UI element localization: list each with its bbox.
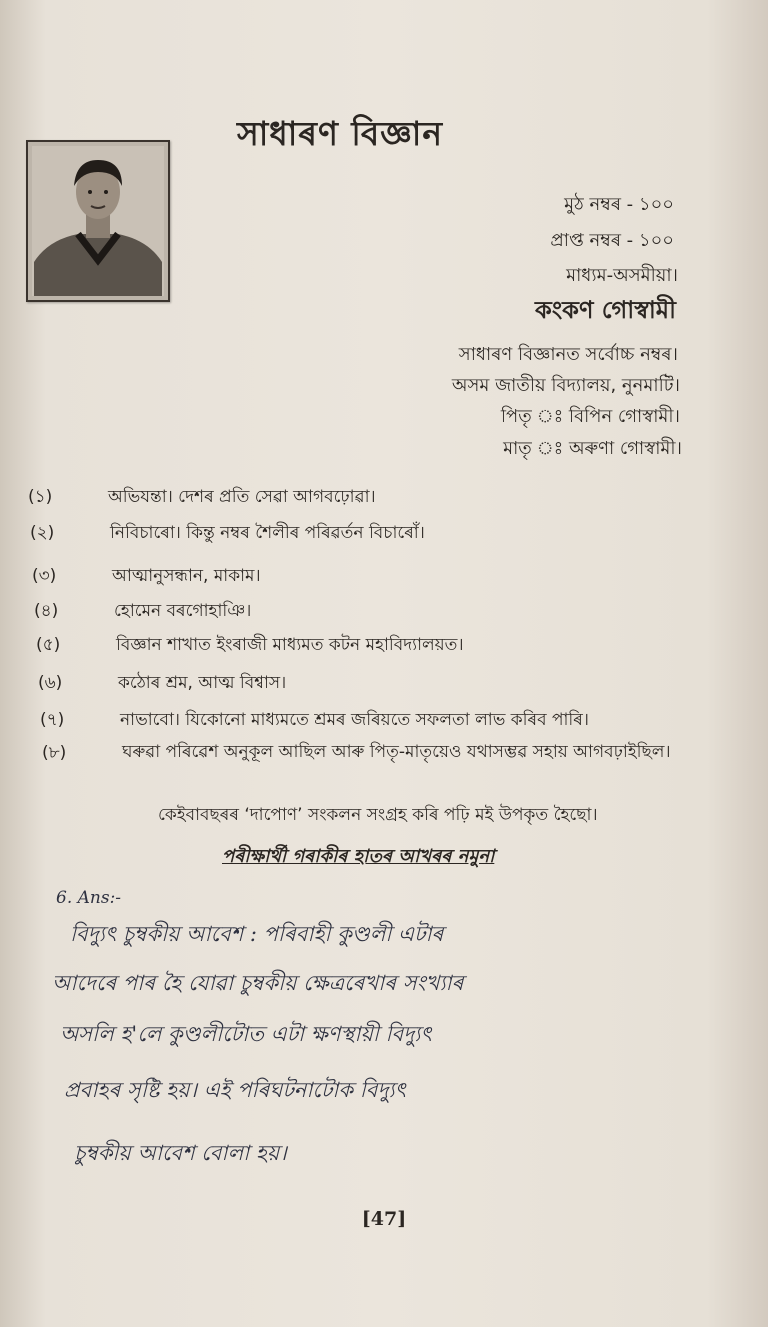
answer-text: নাভাবো। যিকোনো মাধ্যমতে শ্ৰমৰ জৰিয়তে সফলতা লাভ কৰিব পাৰি। xyxy=(120,710,589,730)
handwriting-line: অসলি হ'লে কুণ্ডলীটোত এটা ক্ষণস্থায়ী বিদ্যুৎ xyxy=(60,1022,432,1046)
handwriting-label: 6. Ans:- xyxy=(56,888,122,908)
handwriting-line: প্ৰবাহৰ সৃষ্টি হয়। এই পৰিঘটনাটোক বিদ্যুৎ xyxy=(64,1078,406,1102)
achievement: সাধাৰণ বিজ্ঞানত সৰ্বোচ্চ নম্বৰ। xyxy=(458,344,678,365)
answer-number: (৫) xyxy=(36,635,61,655)
answer-text: হোমেন বৰগোহাঞি। xyxy=(114,601,252,621)
answer-number: (৭) xyxy=(40,710,65,730)
medium: মাধ্যম-অসমীয়া। xyxy=(566,265,678,286)
mother-name: মাতৃ ঃ অৰুণা গোস্বামী। xyxy=(503,438,682,459)
student-photo xyxy=(26,140,170,302)
answer-text: অভিযন্তা। দেশৰ প্ৰতি সেৱা আগবঢ়োৱা। xyxy=(108,487,376,507)
school-name: অসম জাতীয় বিদ্যালয়, নুনমাটি। xyxy=(451,375,680,396)
student-name: কংকণ গোস্বামী xyxy=(535,296,676,324)
answer-number: (৬) xyxy=(38,673,63,693)
closing-note: কেইবাবছৰৰ ‘দাপোণ’ সংকলন সংগ্ৰহ কৰি পঢ়ি মই উপকৃত হৈছো। xyxy=(158,805,598,825)
answer-number: (৮) xyxy=(42,743,67,763)
answer-number: (৪) xyxy=(34,601,59,621)
answer-text: আত্মানুসন্ধান, মাকাম। xyxy=(112,566,261,586)
handwriting-line: আদেৰে পাৰ হৈ যোৱা চুম্বকীয় ক্ষেত্ৰৰেখাৰ সংখ্যাৰ xyxy=(52,971,464,995)
answer-number: (১) xyxy=(28,487,53,507)
answer-number: (২) xyxy=(30,523,55,543)
handwriting-sample-heading: পৰীক্ষাৰ্থী গৰাকীৰ হাতৰ আখৰৰ নমুনা xyxy=(222,846,495,867)
handwriting-line: চুম্বকীয় আবেশ বোলা হয়। xyxy=(74,1141,287,1165)
answer-text: নিবিচাৰো। কিন্তু নম্বৰ শৈলীৰ পৰিৱৰ্তন বিচাৰোঁ। xyxy=(110,523,425,543)
answer-text: কঠোৰ শ্ৰম, আত্ম বিশ্বাস। xyxy=(118,673,287,693)
full-marks: মুঠ নম্বৰ - ১০০ xyxy=(564,194,674,215)
handwriting-line: বিদ্যুৎ চুম্বকীয় আবেশ : পৰিবাহী কুণ্ডলী এটাৰ xyxy=(70,922,444,946)
answer-number: (৩) xyxy=(32,566,57,586)
obtained-marks: প্ৰাপ্ত নম্বৰ - ১০০ xyxy=(550,230,674,251)
page-number: [47] xyxy=(361,1208,407,1230)
father-name: পিতৃ ঃ বিপিন গোস্বামী। xyxy=(500,406,680,427)
page-title: সাধাৰণ বিজ্ঞান xyxy=(236,114,444,153)
answer-text: ঘৰুৱা পৰিৱেশ অনুকূল আছিল আৰু পিতৃ-মাতৃয়েও যথাসম্ভৱ সহায় আগবঢ়াইছিল। xyxy=(122,742,671,762)
answer-text: বিজ্ঞান শাখাত ইংৰাজী মাধ্যমত কটন মহাবিদ্যালয়ত। xyxy=(116,635,464,655)
